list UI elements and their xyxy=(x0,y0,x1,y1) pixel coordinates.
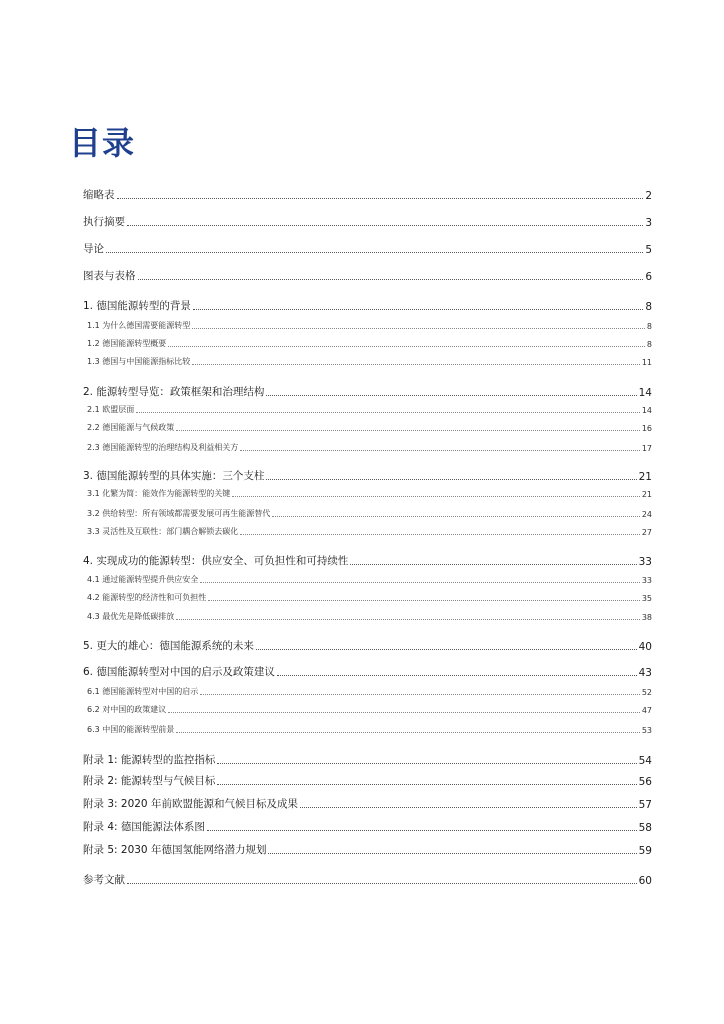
dot-leader xyxy=(168,346,645,347)
toc-entry[interactable] xyxy=(83,553,652,568)
toc-subentry[interactable] xyxy=(83,356,652,367)
toc-entry-label: 2. 能源转型导览：政策框架和治理结构 xyxy=(83,386,265,398)
toc-entry-label: 2.1 欧盟层面 xyxy=(87,405,135,414)
toc-subentry[interactable] xyxy=(83,704,652,715)
toc-entry-page: 14 xyxy=(641,406,652,415)
toc-entry[interactable] xyxy=(83,638,652,653)
toc-entry-page: 8 xyxy=(645,301,652,313)
dot-leader xyxy=(192,328,645,329)
dot-leader xyxy=(208,600,640,601)
toc-entry-page: 54 xyxy=(638,755,652,767)
toc-entry-label: 4.3 最优先是降低碳排放 xyxy=(87,612,175,621)
toc-subentry[interactable] xyxy=(83,526,652,537)
toc-entry[interactable] xyxy=(83,773,652,788)
toc-entry-label: 附录 1: 能源转型的监控指标 xyxy=(83,754,216,766)
toc-entry[interactable] xyxy=(83,384,652,399)
toc-entry-page: 60 xyxy=(638,875,652,887)
toc-entry[interactable] xyxy=(83,819,652,834)
toc-entry[interactable] xyxy=(83,664,652,679)
toc-subentry[interactable] xyxy=(83,320,652,331)
dot-leader xyxy=(266,479,636,480)
dot-leader xyxy=(127,225,643,226)
toc-entry-label: 6.1 德国能源转型对中国的启示 xyxy=(87,687,199,696)
dot-leader xyxy=(136,412,640,413)
toc-subentry[interactable] xyxy=(83,488,652,499)
toc-entry-label: 2.2 德国能源与气候政策 xyxy=(87,423,175,432)
toc-entry-page: 33 xyxy=(638,556,652,568)
dot-leader xyxy=(266,395,636,396)
toc-entry[interactable] xyxy=(83,241,652,256)
toc-entry-page: 8 xyxy=(646,322,652,331)
toc-entry-label: 4.1 通过能源转型提升供应安全 xyxy=(87,575,199,584)
toc-entry-page: 27 xyxy=(641,528,652,537)
dot-leader xyxy=(200,694,640,695)
toc-entry-page: 58 xyxy=(638,822,652,834)
toc-entry-page: 56 xyxy=(638,776,652,788)
toc-entry-label: 参考文献 xyxy=(83,874,125,886)
toc-entry-page: 52 xyxy=(641,688,652,697)
toc-entry-page: 47 xyxy=(641,706,652,715)
toc-entry-label: 附录 5: 2030 年德国氢能网络潜力规划 xyxy=(83,844,267,856)
toc-entry-page: 21 xyxy=(638,471,652,483)
toc-subentry[interactable] xyxy=(83,422,652,433)
toc-entry-label: 5. 更大的雄心：德国能源系统的未来 xyxy=(83,640,254,652)
toc-entry-label: 2.3 德国能源转型的治理结构及利益相关方 xyxy=(87,443,239,452)
toc-entry-label: 3.2 供给转型：所有领域都需要发展可再生能源替代 xyxy=(87,509,271,518)
toc-entry-page: 2 xyxy=(645,190,652,202)
toc-entry-label: 导论 xyxy=(83,243,104,255)
dot-leader xyxy=(138,279,644,280)
toc-entry-label: 3.1 化繁为简：能效作为能源转型的关键 xyxy=(87,489,231,498)
dot-leader xyxy=(176,619,640,620)
dot-leader xyxy=(127,883,637,884)
toc-entry-page: 16 xyxy=(641,424,652,433)
toc-subentry[interactable] xyxy=(83,338,652,349)
toc-entry-page: 17 xyxy=(641,444,652,453)
toc-entry-page: 11 xyxy=(641,358,652,367)
dot-leader xyxy=(176,430,640,431)
toc-entry-page: 53 xyxy=(641,726,652,735)
toc-entry-label: 3. 德国能源转型的具体实施：三个支柱 xyxy=(83,470,265,482)
dot-leader xyxy=(256,649,637,650)
toc-entry-page: 57 xyxy=(638,799,652,811)
toc-entry-label: 1.2 德国能源转型概要 xyxy=(87,339,167,348)
dot-leader xyxy=(272,516,640,517)
toc-entry[interactable] xyxy=(83,187,652,202)
toc-entry-page: 21 xyxy=(641,490,652,499)
toc-entry-label: 1.3 德国与中国能源指标比较 xyxy=(87,357,191,366)
toc-entry[interactable] xyxy=(83,872,652,887)
page-title: 目录 xyxy=(69,124,136,162)
toc-entry-page: 24 xyxy=(641,510,652,519)
toc-entry-page: 8 xyxy=(646,340,652,349)
toc-entry-page: 59 xyxy=(638,845,652,857)
dot-leader xyxy=(217,784,636,785)
toc-entry-label: 附录 4: 德国能源法体系图 xyxy=(83,821,205,833)
toc-entry[interactable] xyxy=(83,468,652,483)
toc-entry-label: 6. 德国能源转型对中国的启示及政策建议 xyxy=(83,666,275,678)
toc-subentry[interactable] xyxy=(83,574,652,585)
dot-leader xyxy=(207,830,637,831)
toc-entry-label: 4.2 能源转型的经济性和可负担性 xyxy=(87,593,207,602)
toc-entry-label: 4. 实现成功的能源转型：供应安全、可负担性和可持续性 xyxy=(83,555,349,567)
toc-entry-label: 附录 3: 2020 年前欧盟能源和气候目标及成果 xyxy=(83,798,298,810)
toc-entry-label: 6.3 中国的能源转型前景 xyxy=(87,725,175,734)
toc-entry[interactable] xyxy=(83,752,652,767)
dot-leader xyxy=(232,496,640,497)
dot-leader xyxy=(193,309,643,310)
toc-entry-page: 43 xyxy=(638,667,652,679)
toc-entry-page: 40 xyxy=(638,641,652,653)
toc-entry[interactable] xyxy=(83,796,652,811)
toc-entry-page: 3 xyxy=(645,217,652,229)
toc-entry-page: 33 xyxy=(641,576,652,585)
toc-entry-label: 3.3 灵活性及互联性：部门耦合解锁去碳化 xyxy=(87,527,239,536)
toc-subentry[interactable] xyxy=(83,724,652,735)
dot-leader xyxy=(117,198,644,199)
toc-entry-label: 6.2 对中国的政策建议 xyxy=(87,705,167,714)
toc-entry[interactable] xyxy=(83,268,652,283)
toc-entry[interactable] xyxy=(83,298,652,313)
toc-entry-label: 1. 德国能源转型的背景 xyxy=(83,300,191,312)
toc-entry-page: 35 xyxy=(641,594,652,603)
toc-entry[interactable] xyxy=(83,842,652,857)
dot-leader xyxy=(277,675,637,676)
toc-entry-label: 缩略表 xyxy=(83,189,115,201)
dot-leader xyxy=(176,732,640,733)
toc-subentry[interactable] xyxy=(83,442,652,453)
toc-subentry[interactable] xyxy=(83,508,652,519)
dot-leader xyxy=(168,712,640,713)
toc-entry-label: 执行摘要 xyxy=(83,216,125,228)
dot-leader xyxy=(268,853,636,854)
toc-entry-page: 6 xyxy=(645,271,652,283)
dot-leader xyxy=(200,582,640,583)
dot-leader xyxy=(240,534,640,535)
toc-subentry[interactable] xyxy=(83,592,652,603)
toc-entry-page: 5 xyxy=(645,244,652,256)
dot-leader xyxy=(217,763,636,764)
dot-leader xyxy=(350,564,636,565)
toc-subentry[interactable] xyxy=(83,686,652,697)
toc-subentry[interactable] xyxy=(83,611,652,622)
toc-subentry[interactable] xyxy=(83,404,652,415)
toc-entry-label: 附录 2: 能源转型与气候目标 xyxy=(83,775,216,787)
dot-leader xyxy=(192,364,640,365)
toc-entry-label: 图表与表格 xyxy=(83,270,136,282)
toc-entry-label: 1.1 为什么德国需要能源转型 xyxy=(87,321,191,330)
toc-entry[interactable] xyxy=(83,214,652,229)
dot-leader xyxy=(300,807,637,808)
dot-leader xyxy=(240,450,640,451)
toc-entry-page: 38 xyxy=(641,613,652,622)
toc-entry-page: 14 xyxy=(638,387,652,399)
dot-leader xyxy=(106,252,643,253)
